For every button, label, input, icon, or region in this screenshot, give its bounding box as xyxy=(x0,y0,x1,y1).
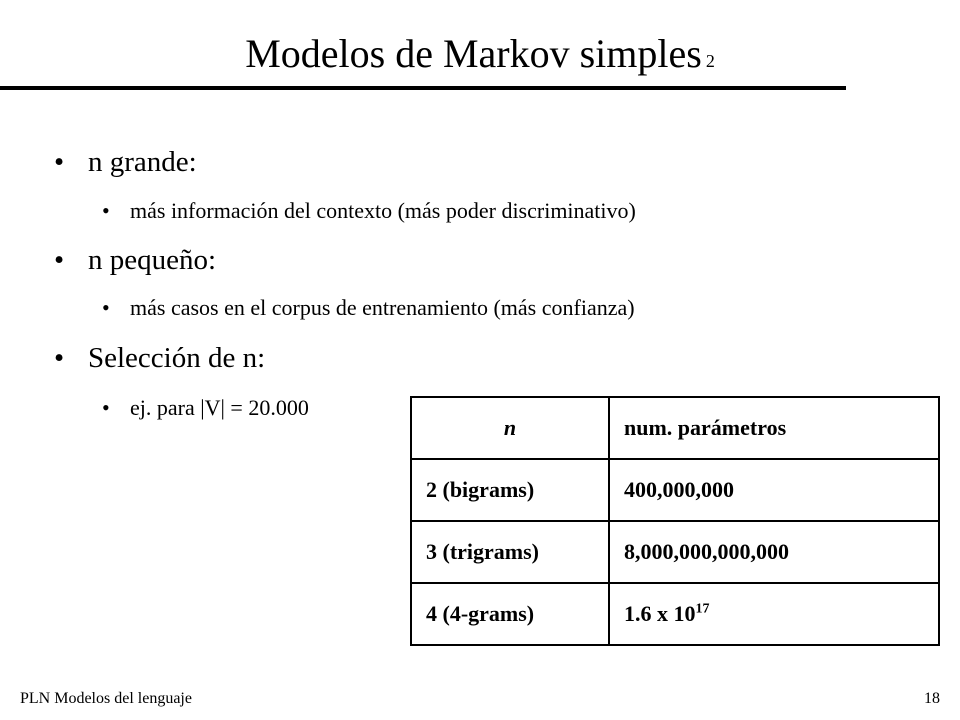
bullet-dot: • xyxy=(54,146,65,178)
cell-model: 4 (4-grams) xyxy=(411,583,609,645)
table-row xyxy=(411,459,939,521)
table-header-row xyxy=(411,397,939,459)
params-exponent: 17 xyxy=(695,601,710,617)
bullet-dot: • xyxy=(54,342,65,374)
cell-model: 3 (trigrams) xyxy=(411,521,609,583)
parameters-table xyxy=(410,396,940,646)
footer-course-label: PLN Modelos del lenguaje xyxy=(20,690,192,707)
cell-model: 2 (bigrams) xyxy=(411,459,609,521)
params-base: 1.6 x 10 xyxy=(624,601,696,626)
slide-title-text: Modelos de Markov simples xyxy=(245,31,702,76)
header-num-parametros: num. parámetros xyxy=(609,397,939,459)
header-n: n xyxy=(411,397,609,459)
bullet-text: más casos en el corpus de entrenamiento (más confianza) xyxy=(130,295,635,320)
slide-title xyxy=(0,30,960,85)
cell-params xyxy=(609,583,939,645)
bullet-text: más información del contexto (más poder discriminativo) xyxy=(130,198,636,223)
bullet-dot: • xyxy=(54,244,65,276)
bullet-text: n pequeño: xyxy=(88,244,217,276)
bullet-text: ej. para |V| = 20.000 xyxy=(130,395,309,420)
bullet-dot: • xyxy=(102,198,110,223)
bullet-dot: • xyxy=(102,295,110,320)
slide-title-number: 2 xyxy=(705,51,715,71)
table-row xyxy=(411,583,939,645)
footer-page-number: 18 xyxy=(924,690,940,707)
bullet-dot: • xyxy=(102,395,110,420)
cell-params: 8,000,000,000,000 xyxy=(609,521,939,583)
bullet-text: n grande: xyxy=(88,146,197,178)
bullet-text: Selección de n: xyxy=(88,342,266,374)
table-row xyxy=(411,521,939,583)
title-divider xyxy=(0,86,846,90)
cell-params: 400,000,000 xyxy=(609,459,939,521)
